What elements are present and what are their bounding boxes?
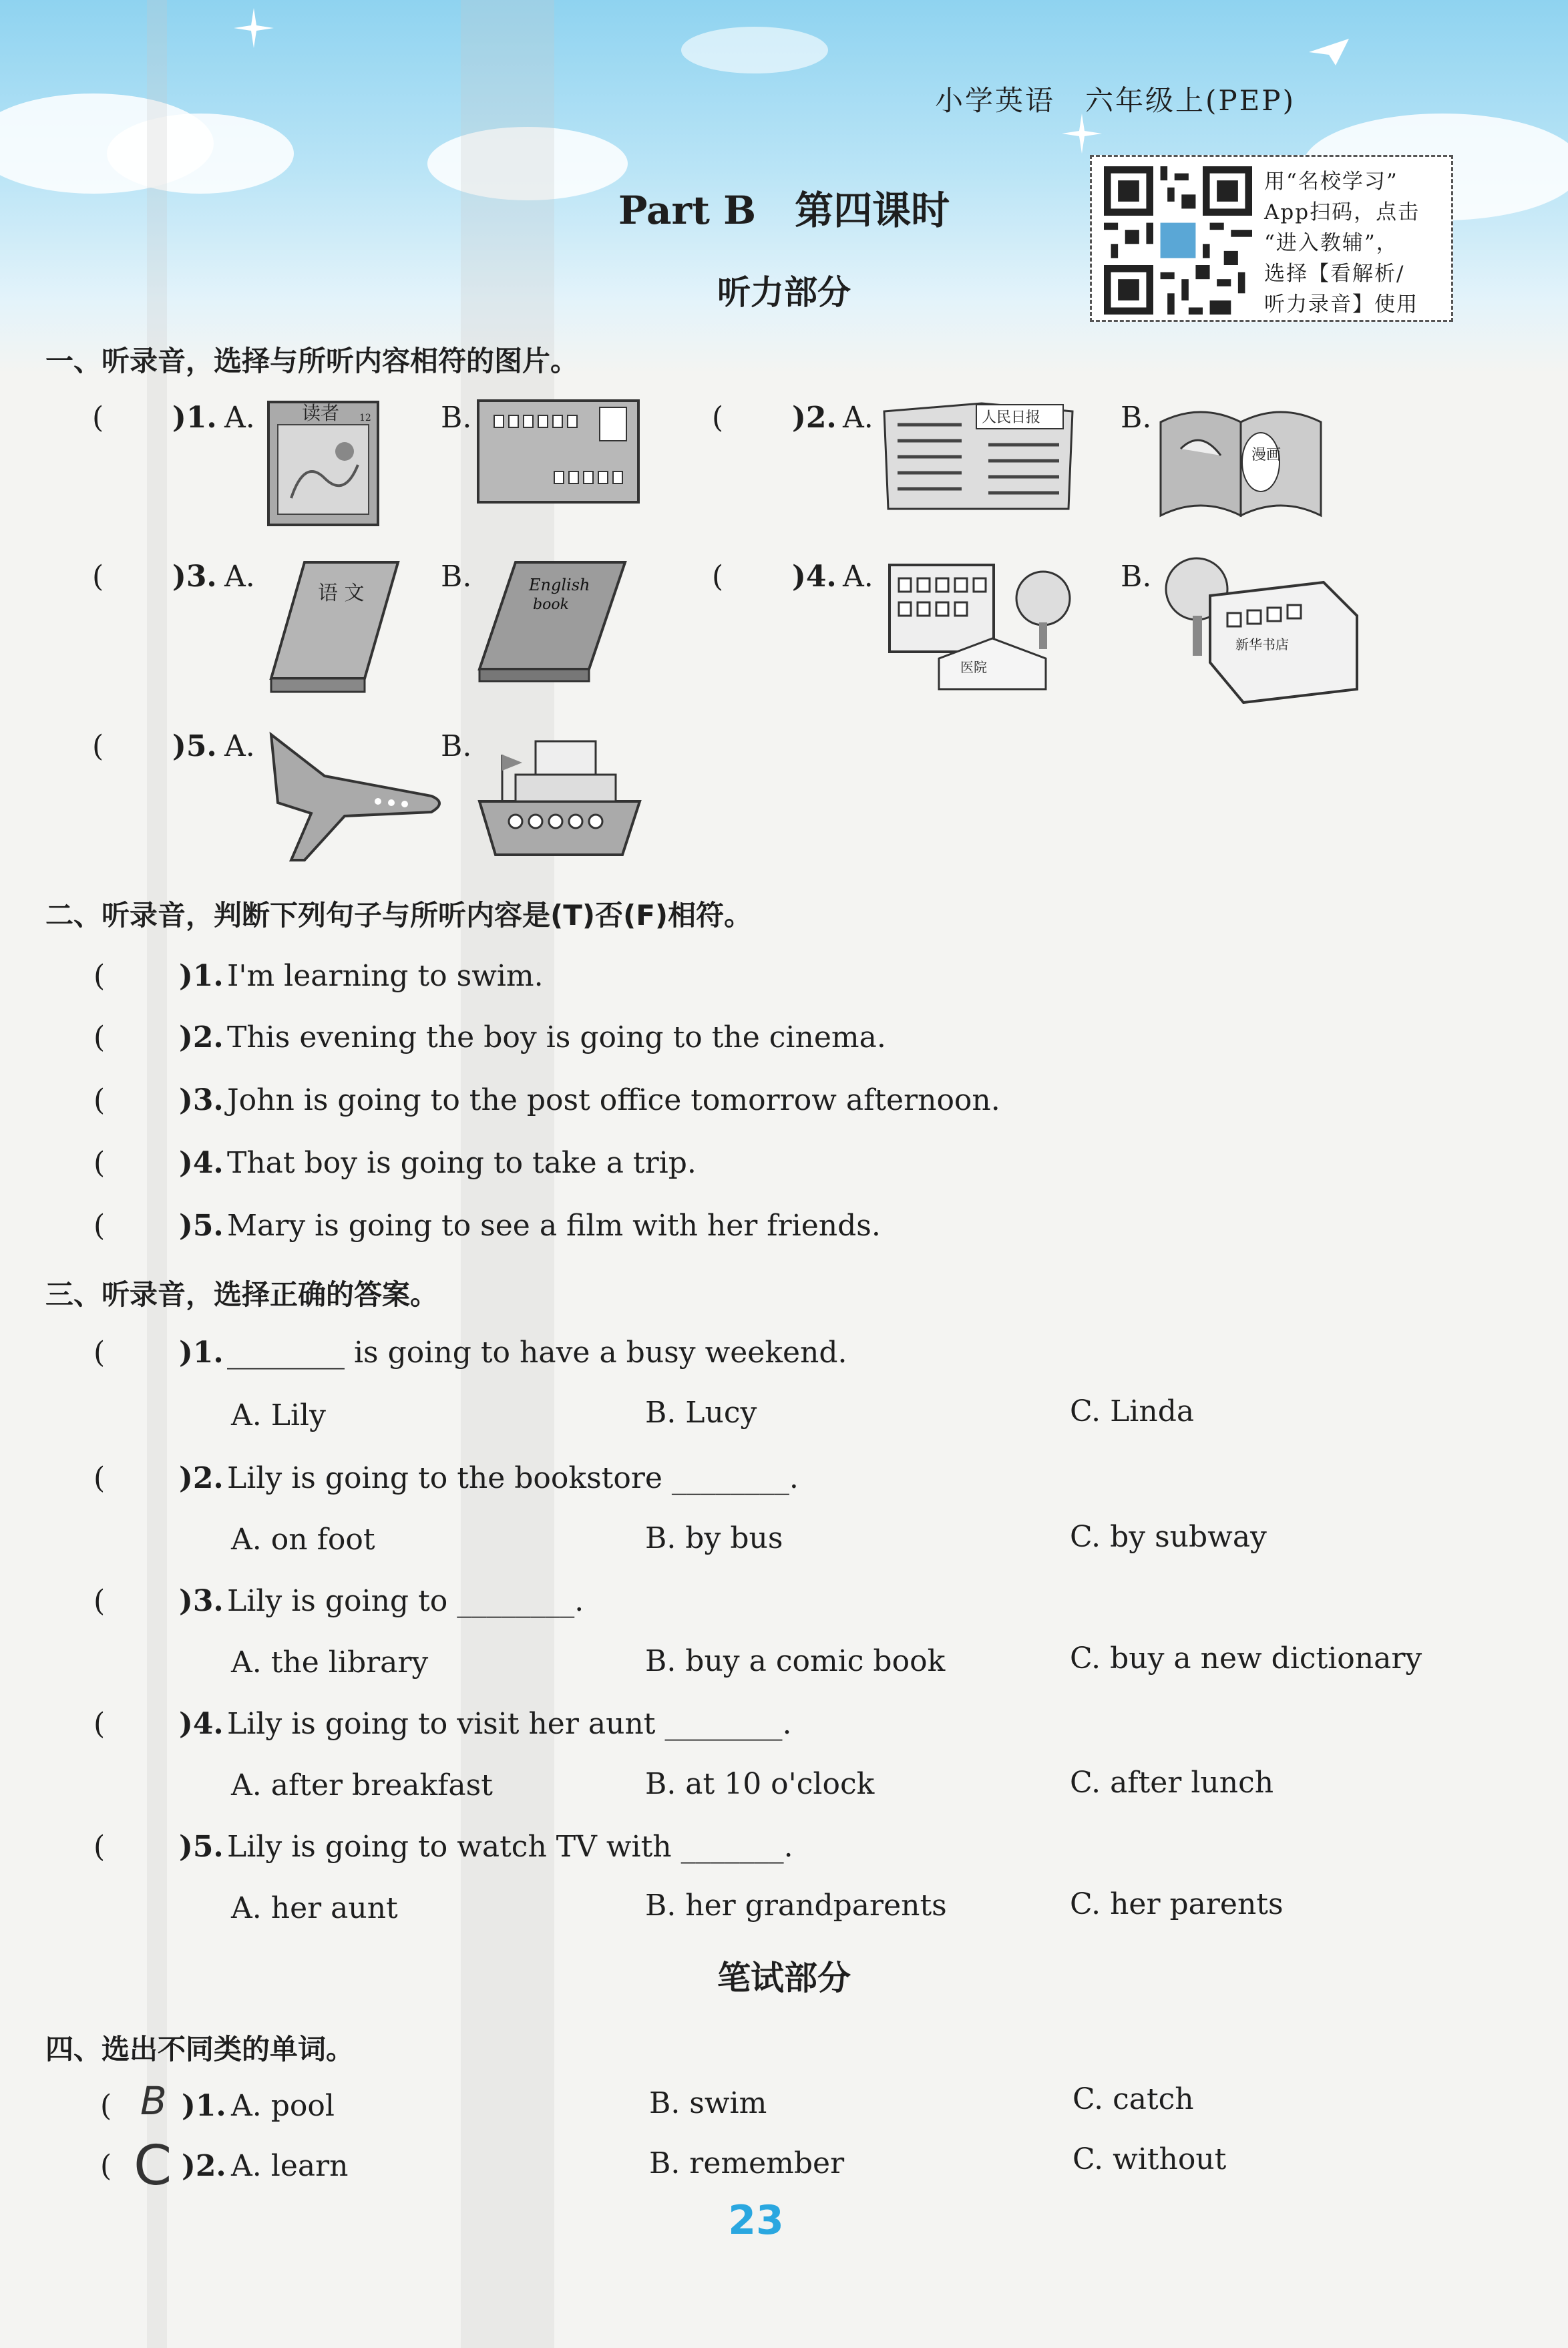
statement-text: Mary is going to see a film with her friends.: [227, 1209, 881, 1243]
statement-text: John is going to the post office tomorrow afternoon.: [227, 1083, 1000, 1117]
option-a: A. pool: [231, 2089, 335, 2123]
question-number: )4.: [179, 1707, 224, 1741]
question-number: )2.: [179, 1020, 224, 1054]
option-c: C. without: [1072, 2142, 1227, 2176]
option-a: A. Lily: [231, 1398, 326, 1432]
section1-heading: 一、听录音，选择与所听内容相符的图片。: [45, 345, 579, 377]
option-b: B. by bus: [645, 1521, 783, 1555]
question-number: )1.: [179, 959, 224, 993]
book-title-line1: English: [529, 576, 590, 594]
section2-heading: 二、听录音，判断下列句子与所听内容是(T)否(F)相符。: [45, 899, 753, 932]
qr-instructions: 用“名校学习” App扫码，点击 “进入教辅”， 选择【看解析/ 听力录音】使用: [1264, 170, 1420, 317]
option-a-label: A.: [224, 401, 255, 435]
course-label: 小学英语 六年级上(PEP): [935, 84, 1296, 117]
hospital-icon[interactable]: [886, 558, 1072, 692]
option-a: A. on foot: [231, 1523, 375, 1557]
hospital-sign: 医院: [960, 659, 987, 675]
question-number: )1.: [182, 2089, 226, 2123]
answer-paren[interactable]: (: [93, 1461, 106, 1495]
question-number: )1.: [179, 1336, 224, 1370]
option-b: B. remember: [649, 2146, 845, 2180]
option-b: B. Lucy: [645, 1396, 757, 1430]
option-b-label: B.: [441, 401, 472, 435]
question-text: Lily is going to watch TV with _______.: [227, 1830, 793, 1864]
question-number: )4.: [179, 1146, 224, 1180]
airplane-icon[interactable]: [264, 729, 449, 863]
cloud: [681, 27, 828, 73]
answer-paren[interactable]: (: [92, 401, 104, 435]
section4-heading: 四、选出不同类的单词。: [45, 2033, 355, 2066]
statement-text: I'm learning to swim.: [227, 959, 544, 993]
handwritten-answer: B: [140, 2078, 167, 2124]
question-number: )4.: [792, 560, 837, 594]
option-b-label: B.: [1121, 401, 1152, 435]
chinese-book-icon[interactable]: [264, 558, 405, 699]
page-number: 23: [728, 2197, 784, 2244]
option-b-label: B.: [441, 560, 472, 594]
ship-icon[interactable]: [475, 728, 644, 863]
question-number: )1.: [172, 401, 217, 435]
option-a-label: A.: [224, 729, 255, 763]
question-text: Lily is going to ________.: [227, 1584, 584, 1618]
answer-paren[interactable]: (: [93, 959, 106, 993]
option-c: C. by subway: [1070, 1520, 1267, 1554]
option-b: B. swim: [649, 2086, 767, 2120]
listening-heading: 听力部分: [717, 272, 851, 312]
option-a: A. the library: [231, 1645, 429, 1680]
handwritten-answer: C: [134, 2134, 172, 2198]
answer-paren[interactable]: (: [712, 401, 724, 435]
answer-paren[interactable]: (: [93, 1020, 106, 1054]
answer-paren[interactable]: (: [93, 1707, 106, 1741]
answer-paren[interactable]: (: [92, 729, 104, 763]
option-c: C. after lunch: [1070, 1766, 1274, 1800]
statement-text: That boy is going to take a trip.: [227, 1146, 697, 1180]
question-number: )2.: [792, 401, 837, 435]
answer-paren[interactable]: (: [100, 2149, 112, 2183]
comic-book-icon[interactable]: [1154, 395, 1328, 522]
answer-paren[interactable]: (: [93, 1083, 106, 1117]
book-title-line2: book: [533, 596, 569, 613]
answer-paren[interactable]: (: [93, 1336, 106, 1370]
answer-paren[interactable]: (: [712, 560, 724, 594]
question-text: ________ is going to have a busy weekend.: [227, 1336, 847, 1370]
option-c: C. her parents: [1070, 1887, 1284, 1921]
question-number: )5.: [179, 1830, 224, 1864]
bookstore-icon[interactable]: [1157, 556, 1364, 709]
question-number: )3.: [179, 1584, 224, 1618]
comic-title: 漫画: [1251, 447, 1282, 463]
option-a-label: A.: [224, 560, 255, 594]
question-number: )5.: [172, 729, 217, 763]
option-a-label: A.: [843, 560, 873, 594]
english-book-icon[interactable]: [475, 558, 629, 685]
answer-paren[interactable]: (: [100, 2089, 112, 2123]
question-number: )2.: [179, 1461, 224, 1495]
option-b: B. buy a comic book: [645, 1644, 946, 1678]
answer-paren[interactable]: (: [93, 1209, 106, 1243]
option-a: A. after breakfast: [231, 1768, 493, 1802]
option-c: C. catch: [1072, 2082, 1194, 2116]
magazine-icon[interactable]: [264, 398, 382, 529]
question-number: )2.: [182, 2149, 226, 2183]
postcard-icon[interactable]: [475, 398, 641, 505]
writing-heading: 笔试部分: [717, 1958, 851, 1997]
newspaper-title: 人民日报: [982, 409, 1041, 426]
newspaper-icon[interactable]: [881, 398, 1075, 513]
question-number: )3.: [172, 560, 217, 594]
paper-plane-icon: [1309, 39, 1349, 65]
option-b-label: B.: [1121, 560, 1152, 594]
option-c: C. buy a new dictionary: [1070, 1641, 1422, 1676]
sparkle-icon: [234, 8, 274, 48]
option-a-label: A.: [843, 401, 873, 435]
sparkle-icon: [1062, 114, 1102, 154]
statement-text: This evening the boy is going to the cinema.: [227, 1020, 886, 1054]
book-title: 语 文: [318, 582, 365, 605]
page-title: Part B 第四课时: [618, 188, 950, 233]
option-b-label: B.: [441, 729, 472, 763]
magazine-title: 读者: [302, 402, 340, 424]
answer-paren[interactable]: (: [93, 1830, 106, 1864]
question-number: )3.: [179, 1083, 224, 1117]
bookstore-sign: 新华书店: [1235, 636, 1289, 652]
magazine-issue: 12: [359, 413, 371, 423]
answer-paren[interactable]: (: [93, 1146, 106, 1180]
option-a: A. learn: [231, 2149, 349, 2183]
answer-paren[interactable]: (: [93, 1584, 106, 1618]
question-text: Lily is going to visit her aunt ________.: [227, 1707, 792, 1741]
question-text: Lily is going to the bookstore ________.: [227, 1461, 799, 1495]
section3-heading: 三、听录音，选择正确的答案。: [45, 1278, 439, 1311]
option-b: B. her grandparents: [645, 1889, 947, 1923]
option-c: C. Linda: [1070, 1394, 1195, 1428]
answer-paren[interactable]: (: [92, 560, 104, 594]
question-number: )5.: [179, 1209, 224, 1243]
option-b: B. at 10 o'clock: [645, 1767, 875, 1801]
option-a: A. her aunt: [231, 1891, 398, 1925]
